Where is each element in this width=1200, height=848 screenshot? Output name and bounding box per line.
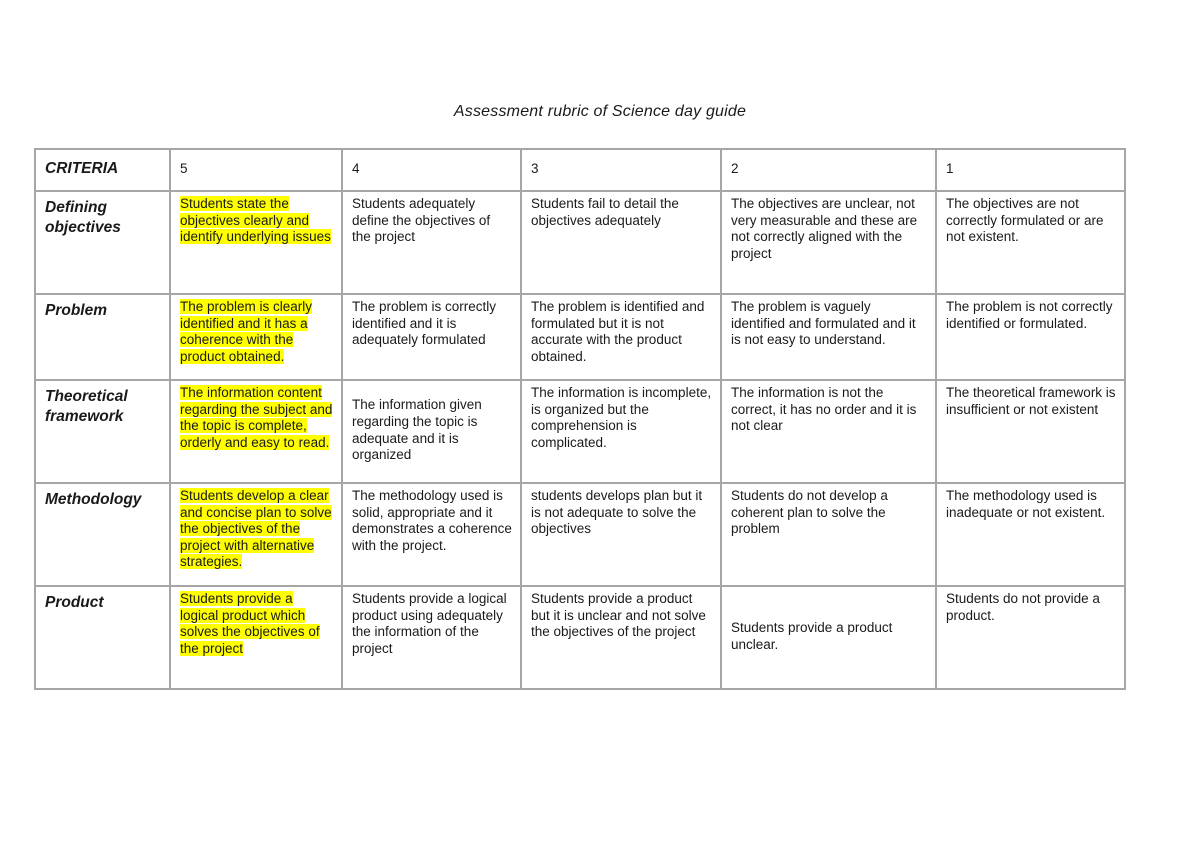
level-2-cell: The objectives are unclear, not very measurable and these are not correctly aligned with the project <box>721 191 936 294</box>
level-5-cell: The problem is clearly identified and it has a coherence with the product obtained. <box>170 294 342 380</box>
level-4-cell: The problem is correctly identified and it is adequately formulated <box>342 294 521 380</box>
level-3-cell: Students provide a product but it is unclear and not solve the objectives of the project <box>521 586 721 689</box>
level-1-cell: The objectives are not correctly formulated or are not existent. <box>936 191 1125 294</box>
level-2-cell: Students provide a product unclear. <box>721 586 936 689</box>
level-5-cell: Students provide a logical product which solves the objectives of the project <box>170 586 342 689</box>
header-criteria: CRITERIA <box>35 149 170 191</box>
level-3-cell: The information is incomplete, is organized but the comprehension is complicated. <box>521 380 721 483</box>
table-row <box>35 483 1125 586</box>
table-row <box>35 586 1125 689</box>
level-4-cell: The methodology used is solid, appropriate and it demonstrates a coherence with the project. <box>342 483 521 586</box>
header-level-2: 2 <box>721 149 936 191</box>
level-3-cell: students develops plan but it is not adequate to solve the objectives <box>521 483 721 586</box>
level-2-cell: Students do not develop a coherent plan to solve the problem <box>721 483 936 586</box>
criterion-cell: Problem <box>35 294 170 380</box>
level-2-cell: The information is not the correct, it has no order and it is not clear <box>721 380 936 483</box>
rubric-table <box>34 148 1126 690</box>
header-level-4: 4 <box>342 149 521 191</box>
table-row <box>35 294 1125 380</box>
level-3-cell: Students fail to detail the objectives adequately <box>521 191 721 294</box>
level-5-cell: The information content regarding the subject and the topic is complete, orderly and easy to read. <box>170 380 342 483</box>
criterion-cell: Methodology <box>35 483 170 586</box>
header-row <box>35 149 1125 191</box>
level-2-cell: The problem is vaguely identified and formulated and it is not easy to understand. <box>721 294 936 380</box>
document-title: Assessment rubric of Science day guide <box>453 103 747 120</box>
level-1-cell: The problem is not correctly identified or formulated. <box>936 294 1125 380</box>
level-4-cell: The information given regarding the topic is adequate and it is organized <box>342 380 521 483</box>
header-level-3: 3 <box>521 149 721 191</box>
level-1-cell: The theoretical framework is insufficient or not existent <box>936 380 1125 483</box>
criterion-cell: Product <box>35 586 170 689</box>
level-4-cell: Students provide a logical product using adequately the information of the project <box>342 586 521 689</box>
level-5-cell: Students develop a clear and concise plan to solve the objectives of the project with alternative strategies. <box>170 483 342 586</box>
header-level-1: 1 <box>936 149 1125 191</box>
header-level-5: 5 <box>170 149 342 191</box>
criterion-cell: Theoretical framework <box>35 380 170 483</box>
table-row <box>35 380 1125 483</box>
level-1-cell: The methodology used is inadequate or not existent. <box>936 483 1125 586</box>
level-3-cell: The problem is identified and formulated but it is not accurate with the product obtained. <box>521 294 721 380</box>
table-row <box>35 191 1125 294</box>
level-4-cell: Students adequately define the objectives of the project <box>342 191 521 294</box>
level-1-cell: Students do not provide a product. <box>936 586 1125 689</box>
criterion-cell: Defining objectives <box>35 191 170 294</box>
level-5-cell: Students state the objectives clearly and identify underlying issues <box>170 191 342 294</box>
